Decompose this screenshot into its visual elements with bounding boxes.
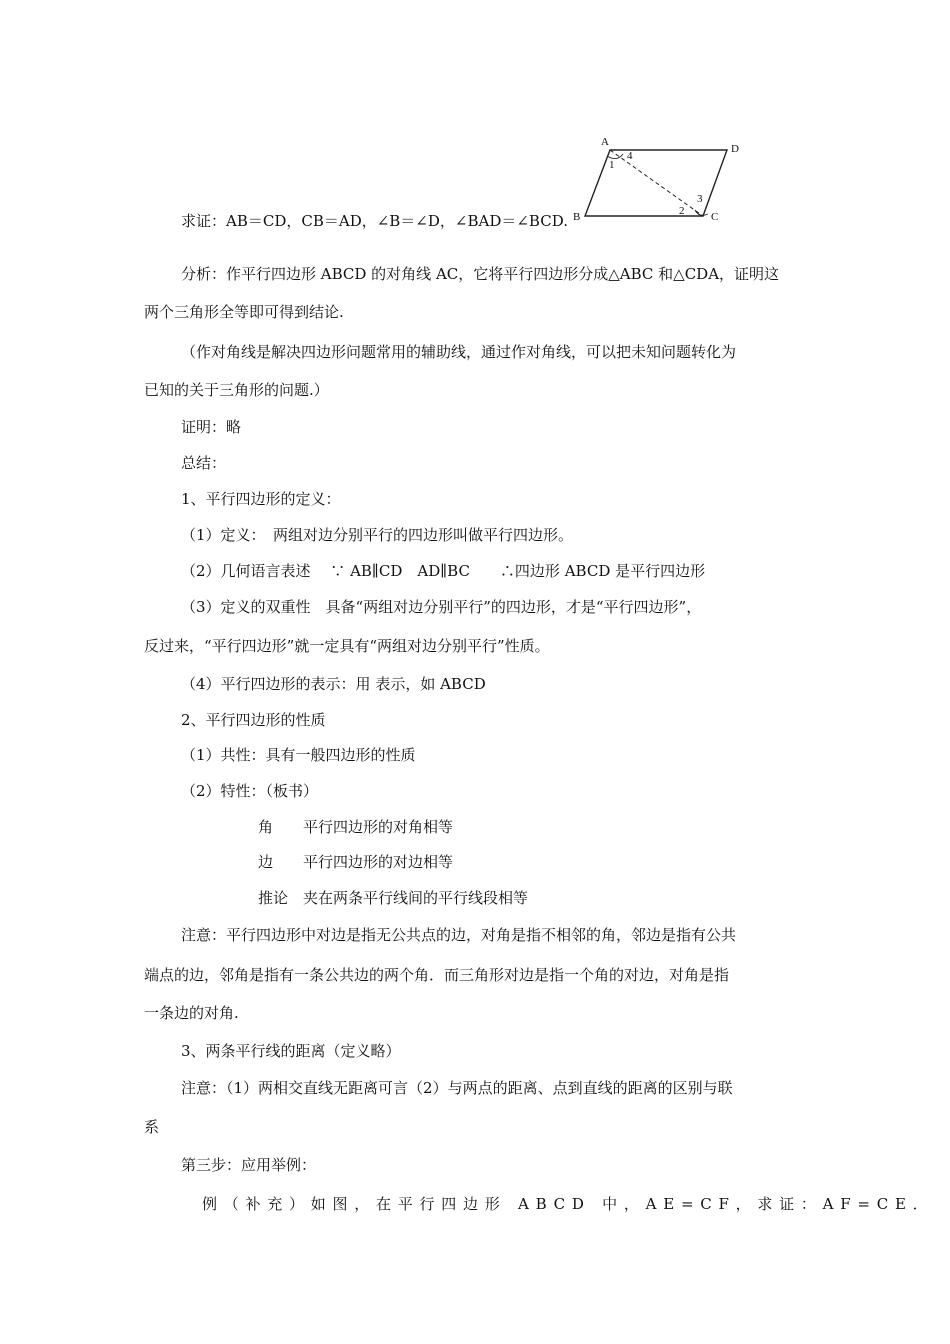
- angle-3-label: 3: [697, 193, 703, 205]
- attention-line-1: 注意：平行四边形中对边是指无公共点的边，对角是指不相邻的角，邻边是指有公共: [181, 926, 737, 944]
- properties-heading: 2、平行四边形的性质: [181, 711, 326, 729]
- note-line-2: 已知的关于三角形的问题.）: [144, 381, 329, 399]
- attention2-line-1: 注意：（1）两相交直线无距离可言（2）与两点的距离、点到直线的距离的区别与联: [181, 1079, 733, 1097]
- definition-item-2: （2）几何语言表述 ∵ AB∥CD AD∥BC ∴四边形 ABCD 是平行四边形: [181, 562, 706, 580]
- vertex-d-label: D: [731, 143, 739, 155]
- attention-line-2: 端点的边，邻角是指有一条公共边的两个角．而三角形对边是指一个角的对边，对角是指: [144, 966, 730, 984]
- parallelogram-diagram: [565, 128, 755, 228]
- definition-item-3-line-1: （3）定义的双重性 具备“两组对边分别平行”的四边形，才是“平行四边形”，: [181, 598, 702, 616]
- angle-1-label: 1: [609, 159, 615, 171]
- property-side: 边 平行四边形的对边相等: [258, 853, 454, 871]
- angle-2-label: 2: [679, 205, 685, 217]
- note-line-1: （作对角线是解决四边形问题常用的辅助线，通过作对角线，可以把未知问题转化为: [181, 343, 737, 361]
- vertex-b-label: B: [573, 211, 581, 223]
- angle-4-label: 4: [627, 150, 633, 162]
- angle-arc-a: [607, 154, 623, 159]
- attention-line-3: 一条边的对角.: [144, 1004, 239, 1022]
- prove-statement: 求证：AB＝CD，CB＝AD，∠B＝∠D，∠BAD＝∠BCD.: [181, 212, 568, 230]
- angle-arc-c: [695, 210, 708, 215]
- definition-item-3-line-2: 反过来，“平行四边形”就一定具有“两组对边分别平行”性质。: [144, 637, 550, 655]
- definition-item-1: （1）定义： 两组对边分别平行的四边形叫做平行四边形。: [181, 526, 574, 544]
- analysis-line-1: 分析：作平行四边形 ABCD 的对角线 AC，它将平行四边形分成△ABC 和△CDA，证明这: [181, 265, 780, 283]
- property-corollary: 推论 夹在两条平行线间的平行线段相等: [258, 889, 529, 907]
- vertex-c-label: C: [711, 211, 719, 223]
- distance-heading: 3、两条平行线的距离（定义略）: [181, 1042, 401, 1060]
- properties-item-2: （2）特性：（板书）: [181, 782, 319, 800]
- diagonal-ac: [610, 150, 703, 216]
- vertex-a-label: A: [601, 136, 609, 148]
- proof-line: 证明：略: [181, 418, 242, 436]
- properties-item-1: （1）共性：具有一般四边形的性质: [181, 746, 416, 764]
- analysis-line-2: 两个三角形全等即可得到结论.: [144, 303, 344, 321]
- definition-item-4: （4）平行四边形的表示：用 表示，如 ABCD: [181, 675, 486, 693]
- parallelogram-figure: [565, 128, 755, 228]
- summary-heading: 总结：: [181, 454, 227, 472]
- property-angle: 角 平行四边形的对角相等: [258, 818, 454, 836]
- attention2-line-2: 系: [144, 1118, 160, 1136]
- step3-heading: 第三步：应用举例：: [181, 1156, 317, 1174]
- definition-heading: 1、平行四边形的定义：: [181, 490, 341, 508]
- example-line: 例（补充）如图，在平行四边形 ABCD 中，AE=CF，求证：AF=CE．: [202, 1195, 935, 1213]
